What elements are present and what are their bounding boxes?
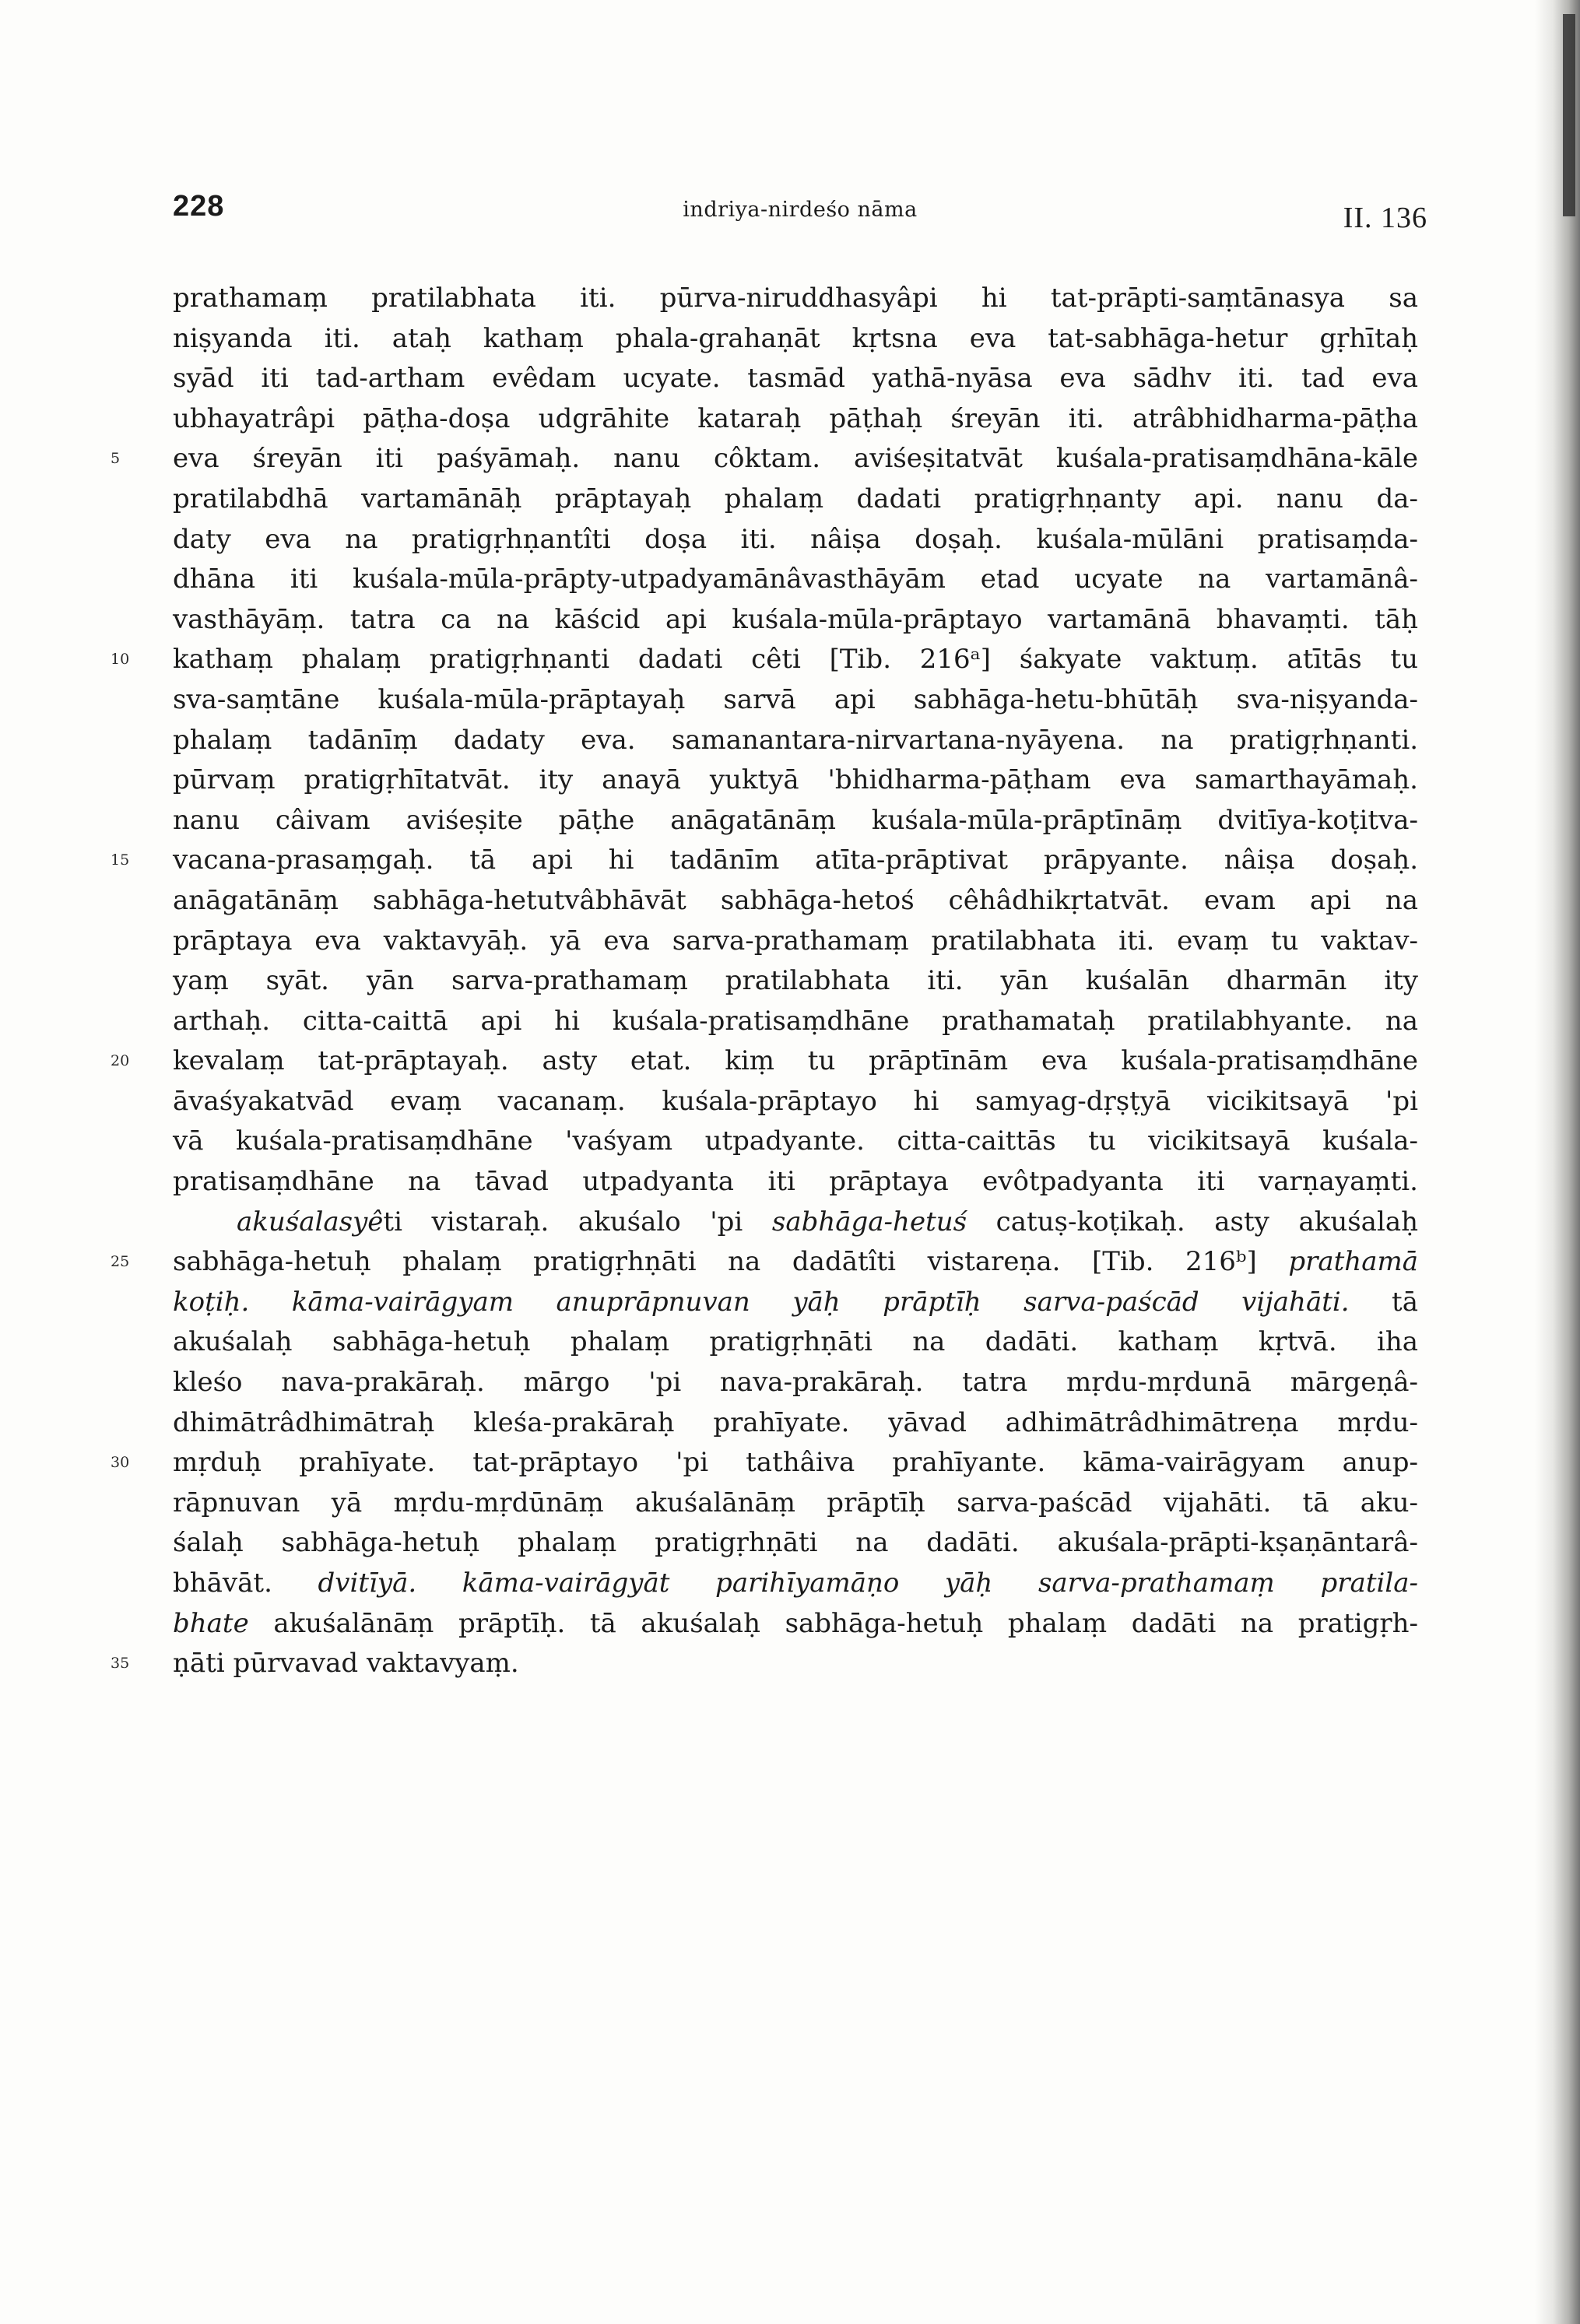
line-text: śalaḥ sabhāga-hetuḥ phalaṃ pratigṛhṇāti na dadāti. akuśala-prāpti-kṣaṇāntarâ- xyxy=(173,1527,1418,1559)
line-text: anāgatānāṃ sabhāga-hetutvâbhāvāt sabhāga-hetoś cêhâdhikṛtatvāt. evam api na xyxy=(173,884,1418,916)
line-text: tā xyxy=(1349,1286,1418,1318)
text-line xyxy=(111,439,1418,479)
line-number: 25 xyxy=(111,1253,130,1271)
text-line xyxy=(173,600,1418,641)
text-line xyxy=(173,760,1418,801)
line-italic: sabhāga-hetuś xyxy=(771,1206,967,1237)
line-text: ubhayatrâpi pāṭha-doṣa udgrāhite kataraḥ pāṭhaḥ śreyān iti. atrâbhidharma-pāṭha xyxy=(173,402,1418,434)
line-text: sva-saṃtāne kuśala-mūla-prāptayaḥ sarvā api sabhāga-hetu-bhūtāḥ sva-niṣyanda- xyxy=(173,683,1418,715)
text-line xyxy=(173,1523,1418,1564)
line-text: phalaṃ tadānīṃ dadaty eva. samanantara-nirvartana-nyāyena. na pratigṛhṇanti. xyxy=(173,724,1418,756)
text-line xyxy=(111,1443,1418,1483)
line-text: yaṃ syāt. yān sarva-prathamaṃ pratilabhata iti. yān kuśalān dharmān ity xyxy=(173,965,1418,997)
line-text: mṛduḥ prahīyate. tat-prāptayo 'pi tathâiva prahīyante. kāma-vairāgyam anup- xyxy=(173,1447,1418,1479)
text-line xyxy=(173,479,1418,520)
line-text: prathamaṃ pratilabhata iti. pūrva-niruddhasyâpi hi tat-prāpti-saṃtānasya sa xyxy=(173,283,1418,314)
text-line xyxy=(173,1122,1418,1162)
line-text: dhimātrâdhimātraḥ kleśa-prakāraḥ prahīyate. yāvad adhimātrâdhimātreṇa mṛdu- xyxy=(173,1406,1418,1438)
line-number: 5 xyxy=(111,450,121,468)
text-line xyxy=(173,961,1418,1002)
line-italic: akuśalasyê xyxy=(237,1206,384,1237)
line-number: 20 xyxy=(111,1052,130,1070)
running-head xyxy=(173,187,1427,233)
line-text: pratisaṃdhāne na tāvad utpadyanta iti prāptaya evôtpadyanta iti varṇayaṃti. xyxy=(173,1166,1418,1198)
line-text: āvaśyakatvād evaṃ vacanaṃ. kuśala-prāptayo hi samyag-dṛṣṭyā vicikitsayā 'pi xyxy=(173,1085,1418,1117)
line-italic: bhate xyxy=(173,1607,249,1639)
text-line xyxy=(111,1242,1418,1283)
line-text: pratilabdhā vartamānāḥ prāptayaḥ phalaṃ dadati pratigṛhṇanty api. nanu da- xyxy=(173,483,1418,514)
text-line xyxy=(173,1403,1418,1444)
binding-mark xyxy=(1563,14,1575,216)
text-line xyxy=(173,1202,1418,1243)
text-body xyxy=(111,279,1418,1684)
text-line xyxy=(173,520,1418,560)
text-line xyxy=(173,1363,1418,1403)
line-text: arthaḥ. citta-caittā api hi kuśala-pratisaṃdhāne prathamataḥ pratilabhyante. na xyxy=(173,1005,1418,1037)
text-line xyxy=(111,1041,1418,1082)
text-line xyxy=(173,1283,1418,1323)
text-line xyxy=(173,881,1418,922)
line-text: ṇāti pūrvavad vaktavyaṃ. xyxy=(173,1648,519,1680)
text-line xyxy=(173,1082,1418,1122)
running-title: indriya-nirdeśo nāma xyxy=(683,198,918,222)
text-line xyxy=(173,1483,1418,1524)
line-text: vasthāyāṃ. tatra ca na kāścid api kuśala-mūla-prāptayo vartamānā bhavaṃti. tāḥ xyxy=(173,603,1418,635)
line-text: bhāvāt. xyxy=(173,1567,318,1599)
line-text: kathaṃ phalaṃ pratigṛhṇanti dadati cêti [Tib. 216ᵃ] śakyate vaktuṃ. atītās tu xyxy=(173,644,1418,676)
line-text: ti vistaraḥ. akuśalo 'pi xyxy=(383,1206,772,1237)
line-text: niṣyanda iti. ataḥ kathaṃ phala-grahaṇāt kṛtsna eva tat-sabhāga-hetur gṛhītaḥ xyxy=(173,322,1418,354)
line-italic: dvitīyā. kāma-vairāgyāt parihīyamāṇo yāḥ sarva-prathamaṃ pratila- xyxy=(318,1567,1418,1599)
line-text: syād iti tad-artham evêdam ucyate. tasmād yathā-nyāsa eva sādhv iti. tad eva xyxy=(173,363,1418,395)
line-text: prāptaya eva vaktavyāḥ. yā eva sarva-prathamaṃ pratilabhata iti. evaṃ tu vaktav- xyxy=(173,925,1418,957)
text-line xyxy=(173,1322,1418,1363)
line-text: eva śreyān iti paśyāmaḥ. nanu côktam. aviśeṣitatvāt kuśala-pratisaṃdhāna-kāle xyxy=(173,443,1418,475)
text-line xyxy=(173,1162,1418,1202)
section-reference: II. 136 xyxy=(1343,202,1427,234)
text-line xyxy=(173,1604,1418,1645)
text-line xyxy=(173,1564,1418,1604)
text-line xyxy=(173,922,1418,962)
text-line xyxy=(111,640,1418,680)
line-text: vacana-prasaṃgaḥ. tā api hi tadānīm atīta-prāptivat prāpyante. nâiṣa doṣaḥ. xyxy=(173,844,1418,876)
line-text: daty eva na pratigṛhṇantîti doṣa iti. nâiṣa doṣaḥ. kuśala-mūlāni pratisaṃda- xyxy=(173,523,1418,555)
text-line xyxy=(173,721,1418,761)
text-line xyxy=(173,279,1418,319)
text-line xyxy=(173,680,1418,721)
line-text: akuśalānāṃ prāptīḥ. tā akuśalaḥ sabhāga-hetuḥ phalaṃ dadāti na pratigṛh- xyxy=(248,1607,1418,1639)
line-number: 10 xyxy=(111,651,130,669)
line-italic: prathamā xyxy=(1288,1246,1418,1278)
line-number: 30 xyxy=(111,1454,130,1472)
line-text: rāpnuvan yā mṛdu-mṛdūnāṃ akuśalānāṃ prāptīḥ sarva-paścād vijahāti. tā aku- xyxy=(173,1487,1418,1518)
line-text: kevalaṃ tat-prāptayaḥ. asty etat. kiṃ tu prāptīnām eva kuśala-pratisaṃdhāne xyxy=(173,1045,1418,1077)
line-text: sabhāga-hetuḥ phalaṃ pratigṛhṇāti na dadātîti vistareṇa. [Tib. 216ᵇ] xyxy=(173,1246,1289,1278)
line-text: akuśalaḥ sabhāga-hetuḥ phalaṃ pratigṛhṇāti na dadāti. kathaṃ kṛtvā. iha xyxy=(173,1326,1418,1358)
text-line xyxy=(173,1002,1418,1042)
binding-shadow xyxy=(1535,0,1580,2324)
text-line xyxy=(111,841,1418,881)
line-italic: koṭiḥ. kāma-vairāgyam anuprāpnuvan yāḥ prāptīḥ sarva-paścād vijahāti. xyxy=(173,1286,1350,1318)
page-number: 228 xyxy=(173,190,225,223)
line-text: vā kuśala-pratisaṃdhāne 'vaśyam utpadyante. citta-caittās tu vicikitsayā kuśala- xyxy=(173,1125,1418,1157)
text-line xyxy=(173,801,1418,841)
line-text: pūrvaṃ pratigṛhītatvāt. ity anayā yuktyā 'bhidharma-pāṭham eva samarthayāmaḥ. xyxy=(173,764,1418,796)
text-line xyxy=(111,1644,1418,1684)
text-line xyxy=(173,319,1418,360)
line-number: 15 xyxy=(111,851,130,869)
text-line xyxy=(173,560,1418,600)
line-text: kleśo nava-prakāraḥ. mārgo 'pi nava-prakāraḥ. tatra mṛdu-mṛdunā mārgeṇâ- xyxy=(173,1367,1418,1399)
line-text: nanu câivam aviśeṣite pāṭhe anāgatānāṃ kuśala-mūla-prāptīnāṃ dvitīya-koṭitva- xyxy=(173,804,1418,836)
line-text: catuṣ-koṭikaḥ. asty akuśalaḥ xyxy=(967,1206,1418,1237)
text-line xyxy=(173,359,1418,399)
text-line xyxy=(173,399,1418,440)
line-number: 35 xyxy=(111,1655,130,1673)
line-text: dhāna iti kuśala-mūla-prāpty-utpadyamānâvasthāyām etad ucyate na vartamānâ- xyxy=(173,563,1418,595)
